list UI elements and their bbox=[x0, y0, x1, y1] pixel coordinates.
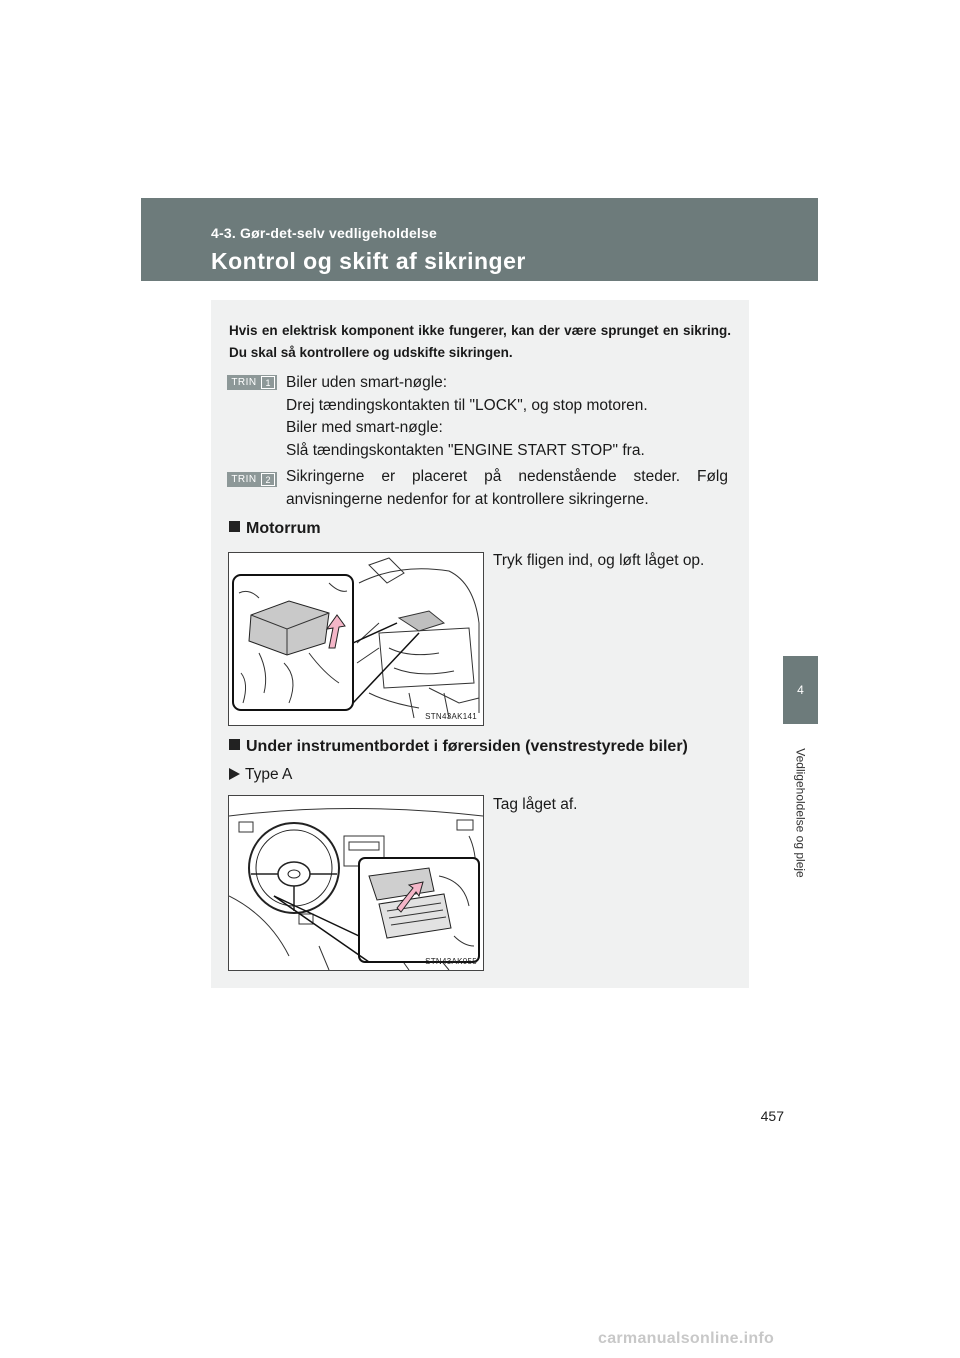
step-badge-number: 1 bbox=[261, 376, 275, 389]
intro-text: Hvis en elektrisk komponent ikke fungerer, kan der være sprunget en sikring. Du skal så kontrollere og udskifte sikringen. bbox=[229, 323, 731, 360]
section-heading-dashboard bbox=[229, 738, 688, 756]
step-2-text bbox=[286, 466, 728, 511]
figure-caption-dashboard: Tag låget af. bbox=[493, 796, 578, 813]
section-heading-engine bbox=[229, 520, 321, 538]
left-vent bbox=[239, 822, 253, 832]
engine-bay-drawing bbox=[229, 553, 483, 725]
square-bullet-icon bbox=[229, 739, 240, 750]
step-line: Drej tændingskontakten til "LOCK", og stop motoren. bbox=[286, 396, 648, 414]
steering-wheel-icon bbox=[249, 823, 339, 913]
type-label bbox=[229, 766, 292, 784]
dashboard-top-line bbox=[229, 809, 483, 817]
type-label-text: Type A bbox=[245, 766, 293, 783]
page-title: Kontrol og skift af sikringer bbox=[211, 248, 526, 274]
step-badge-label: TRIN bbox=[231, 474, 257, 485]
figure-code: STN43AK055 bbox=[425, 957, 477, 966]
hood-line bbox=[359, 569, 479, 713]
chapter-tab[interactable]: 4 bbox=[783, 656, 818, 724]
watermark[interactable]: carmanualsonline.info bbox=[598, 1330, 775, 1347]
step-badge-label: TRIN bbox=[231, 377, 257, 388]
step-line: Slå tændingskontakten "ENGINE START STOP" fra. bbox=[286, 441, 645, 459]
section-label: 4-3. Gør-det-selv vedligeholdelse bbox=[211, 225, 437, 241]
header-band bbox=[141, 198, 818, 281]
step-line: Biler uden smart-nøgle: bbox=[286, 374, 448, 391]
step-badge-2 bbox=[227, 472, 277, 487]
chapter-label-text: Vedligeholdelse og pleje bbox=[793, 748, 808, 878]
step-1-text bbox=[286, 372, 728, 462]
step-line: Biler med smart-nøgle: bbox=[286, 419, 443, 436]
triangle-bullet-icon bbox=[229, 768, 240, 780]
chapter-label bbox=[783, 728, 818, 898]
section-heading-text: Motorrum bbox=[246, 520, 321, 537]
square-bullet-icon bbox=[229, 521, 240, 532]
figure-caption-engine: Tryk fligen ind, og løft låget op. bbox=[493, 552, 705, 569]
dashboard-fuse-box-illustration bbox=[228, 795, 484, 971]
figure-code: STN43AK141 bbox=[425, 712, 477, 721]
dashboard-drawing bbox=[229, 796, 483, 970]
page-number: 457 bbox=[760, 1108, 784, 1124]
section-heading-text: Under instrumentbordet i førersiden (venstrestyrede biler) bbox=[246, 738, 688, 755]
step-line: Sikringerne er placeret på nedenstående steder. Følg anvisningerne nedenfor for at kontrollere sikringerne. bbox=[286, 468, 728, 508]
step-badge-1 bbox=[227, 375, 277, 390]
fuse-box-small bbox=[399, 611, 444, 631]
engine-block-outline bbox=[379, 628, 474, 688]
engine-fuse-box-illustration bbox=[228, 552, 484, 726]
right-vent bbox=[457, 820, 473, 830]
content-panel bbox=[211, 300, 749, 988]
step-badge-number: 2 bbox=[261, 473, 275, 486]
